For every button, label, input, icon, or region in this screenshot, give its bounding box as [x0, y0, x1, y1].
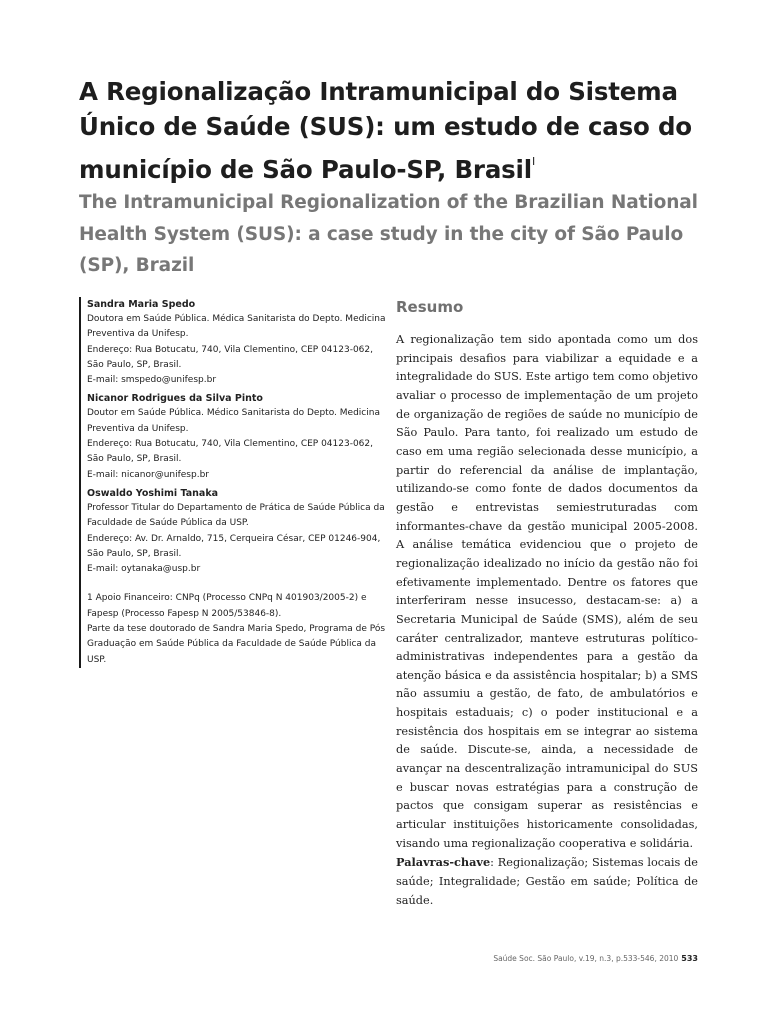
author-email: E-mail: oytanaka@usp.br — [87, 564, 201, 575]
title-pt-text: A Regionalização Intramunicipal do Sistema Único de Saúde (SUS): um estudo de caso do município de São Paulo-SP, Brasil — [79, 77, 692, 185]
author-address: Endereço: Av. Dr. Arnaldo, 715, Cerqueira César, CEP 01246-904, São Paulo, SP, Brasil. — [87, 533, 381, 559]
keywords — [396, 853, 698, 910]
author-email: E-mail: smspedo@unifesp.br — [87, 375, 217, 386]
author-block — [87, 486, 387, 577]
keywords-label: Palavras-chave — [396, 855, 491, 870]
thesis-note: Parte da tese doutorado de Sandra Maria Spedo, Programa de Pós Graduação em Saúde Pública da Faculdade de Saúde Pública da USP. — [87, 624, 386, 665]
author-address: Endereço: Rua Botucatu, 740, Vila Clementino, CEP 04123-062, São Paulo, SP, Brasil. — [87, 344, 373, 370]
funding-note: 1 Apoio Financeiro: CNPq (Processo CNPq N 401903/2005-2) e Fapesp (Processo Fapesp N 2005/53846-8). — [87, 593, 367, 619]
author-block — [87, 391, 387, 482]
abstract-section — [396, 297, 698, 910]
page-footer — [493, 954, 698, 963]
author-name: Sandra Maria Spedo — [87, 299, 196, 310]
author-affiliation: Doutor em Saúde Pública. Médico Sanitarista do Depto. Medicina Preventiva da Unifesp. — [87, 408, 380, 434]
funding-notes — [87, 591, 387, 667]
author-affiliation: Professor Titular do Departamento de Prática de Saúde Pública da Faculdade de Saúde Pública da USP. — [87, 502, 385, 529]
abstract-heading: Resumo — [396, 298, 464, 316]
author-email: E-mail: nicanor@unifesp.br — [87, 469, 209, 480]
author-block — [87, 297, 387, 388]
author-affiliation: Doutora em Saúde Pública. Médica Sanitarista do Depto. Medicina Preventiva da Unifesp. — [87, 314, 386, 340]
page-number: 533 — [681, 954, 698, 963]
author-name: Oswaldo Yoshimi Tanaka — [87, 487, 219, 499]
author-name: Nicanor Rodrigues da Silva Pinto — [87, 393, 263, 405]
keywords-list: : Regionalização; Sistemas locais de saúde; Integralidade; Gestão em saúde; Política de saúde. — [396, 856, 698, 907]
abstract-body: A regionalização tem sido apontada como um dos principais desafios para viabilizar a equidade e a integralidade do SUS. Este artigo tem como objetivo avaliar o processo de implementação de um projeto de organização de regiões de saúde no município de São Paulo. Para tanto, foi realizado um estudo de caso em uma região selecionada desse município, a partir do referencial da análise de implantação, utilizando-se como fonte de dados documentos da gestão e entrevistas semiestruturadas com informantes-chave da gestão municipal 2005-2008. A análise temática evidenciou que o projeto de regionalização idealizado no início da gestão não foi efetivamente implementado. Dentre os fatores que interferiram nesse insucesso, destacam-se: a) a Secretaria Municipal de Saúde (SMS), além de seu caráter centralizador, manteve estruturas político-administrativas independentes para a gestão da atenção básica e da assistência hospitalar; b) a SMS não assumiu a gestão, de fato, de ambulatórios e hospitais estaduais; c) o poder institucional e a resistência dos hospitais em se integrar ao sistema de saúde. Discute-se, ainda, a necessidade de avançar na descentralização intramunicipal do SUS e buscar novas estratégias para a construção de pactos que consigam superar as resistências e articular instituições historicamente consolidadas, visando uma regionalização cooperativa e solidária. — [396, 333, 698, 850]
article-title-english: The Intramunicipal Regionalization of the Brazilian National Health System (SUS): a case study in the city of São Paulo (SP), Brazil — [79, 192, 698, 277]
footnote-marker: I — [531, 155, 535, 169]
journal-citation: Saúde Soc. São Paulo, v.19, n.3, p.533-546, 2010 — [493, 954, 679, 963]
article-title-portuguese — [79, 74, 719, 187]
author-affiliations — [79, 297, 387, 668]
author-address: Endereço: Rua Botucatu, 740, Vila Clementino, CEP 04123-062, São Paulo, SP, Brasil. — [87, 439, 373, 465]
